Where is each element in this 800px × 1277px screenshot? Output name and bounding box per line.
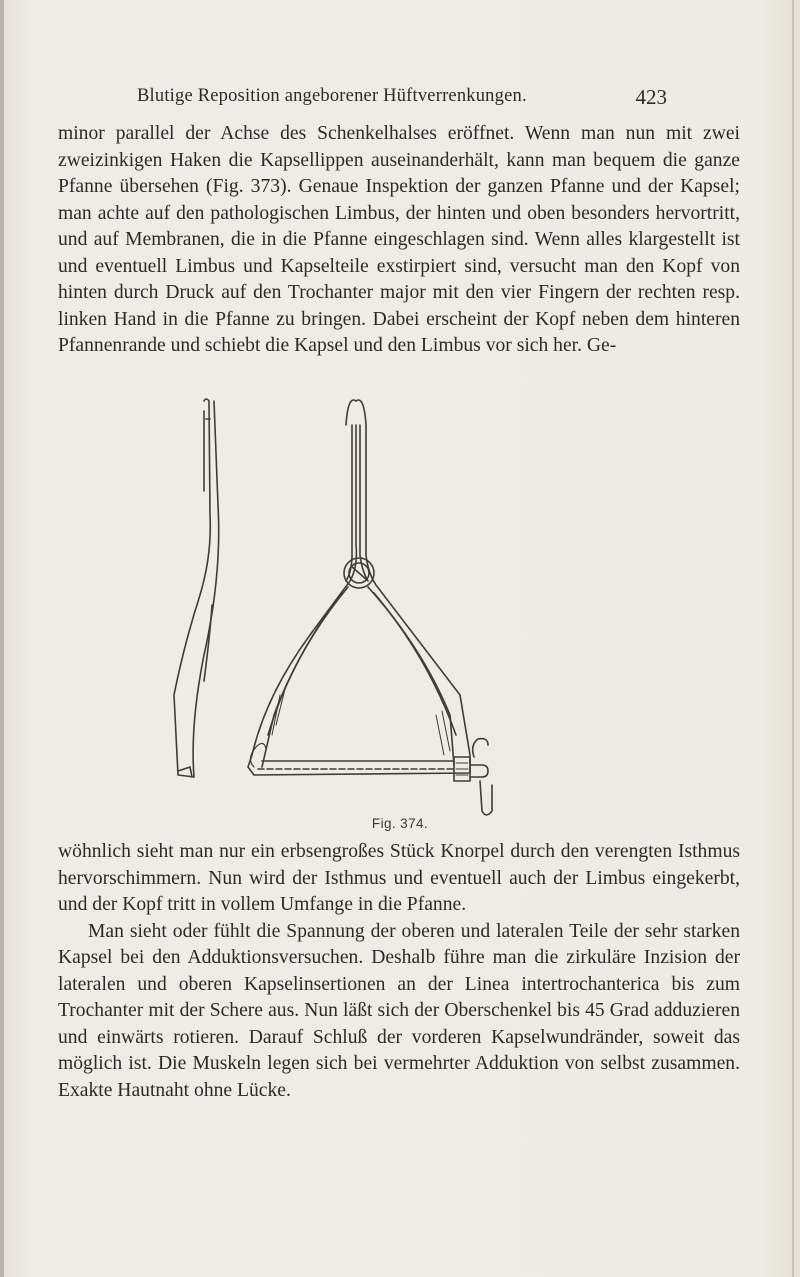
body-text-bottom xyxy=(58,839,740,1104)
paragraph: wöhnlich sieht man nur ein erbsengroßes Stück Knorpel durch den verengten Isthmus hervorschimmern. Nun wird der Isthmus und eventuell auch der Limbus eingekerbt, und der Kopf tritt in vollem Umfange in die Pfanne. xyxy=(58,841,740,915)
body-text-top xyxy=(58,121,740,360)
running-head: Blutige Reposition angeborener Hüftverrenkungen. xyxy=(137,86,527,106)
paragraph: Man sieht oder fühlt die Spannung der oberen und lateralen Teile der sehr starken Kapsel bei den Adduktionsversuchen. Deshalb führe man die zirkuläre Inzision der lateralen und oberen Kapselinsertionen an der Linea intertrochanterica bis zum Trochanter mit der Schere aus. Nun läßt sich der Oberschenkel bis 45 Grad adduzieren und einwärts rotieren. Darauf Schluß der vorderen Kapselwundränder, soweit das möglich ist. Die Muskeln legen sich bei vermehrter Adduktion von selbst zusammen. Exakte Hautnaht ohne Lücke. xyxy=(58,920,740,1101)
page-edge-shadow xyxy=(0,0,4,1277)
figure-374-illustration xyxy=(170,395,650,825)
figure-caption: Fig. 374. xyxy=(371,816,429,831)
paragraph: minor parallel der Achse des Schenkelhalses eröffnet. Wenn man nun mit zwei zweizinkigen Haken die Kapsellippen auseinanderhält, kann man bequem die ganze Pfanne übersehen (Fig. 373). Genaue Inspektion der ganzen Pfanne und der Kapsel; man achte auf den pathologischen Limbus, der hinten und oben besonders hervortritt, und auf Membranen, die in die Pfanne eingeschlagen sind. Wenn alles klargestellt ist und eventuell Limbus und Kapselteile exstirpiert sind, versucht man den Kopf von hinten durch Druck auf den Trochanter major mit den vier Fingern der rechten resp. linken Hand in die Pfanne zu bringen. Dabei erscheint der Kopf neben dem hinteren Pfannenrande und schiebt die Kapsel und den Limbus vor sich her. Ge- xyxy=(58,123,740,356)
page-edge-line xyxy=(792,0,794,1277)
page-header xyxy=(137,86,667,114)
page-number: 423 xyxy=(635,85,667,109)
elevator-instrument xyxy=(174,399,219,777)
